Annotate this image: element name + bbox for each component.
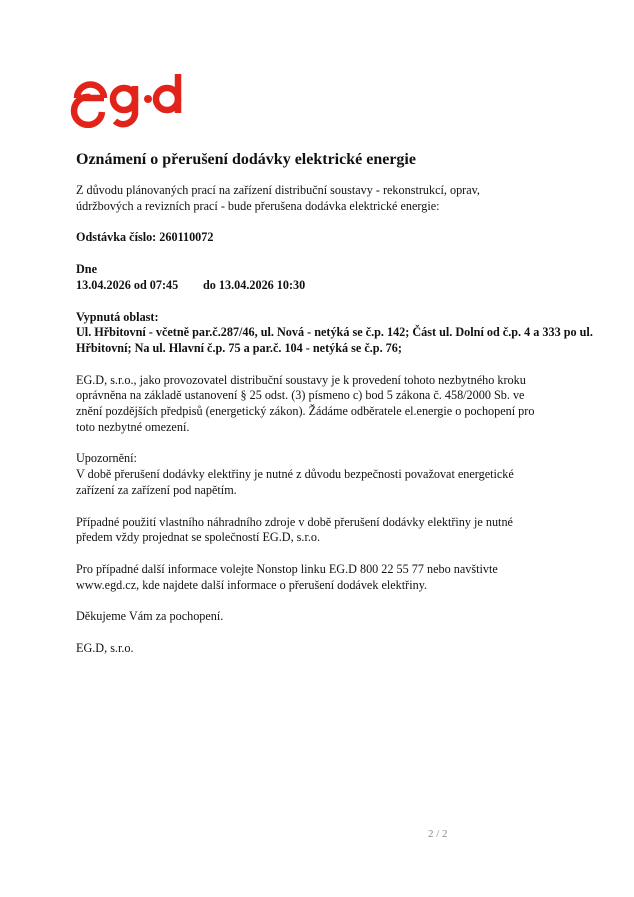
legal-line-3: znění pozdějších předpisů (energetický zákon). Žádáme odběratele el.energie o pochopení pro [76,404,535,419]
date-range [76,278,586,294]
area-line-2: Hřbitovní; Na ul. Hlavní č.p. 75 a par.č. 104 - netýká se č.p. 76; [76,340,402,355]
egd-logo [68,68,188,128]
notice-body [76,150,593,657]
warning-line-2: zařízení za zařízení pod napětím. [76,482,237,497]
info-line-2: www.egd.cz, kde najdete další informace o přerušení dodávek elektřiny. [76,577,428,592]
thanks-text: Děkujeme Vám za pochopení. [76,609,224,624]
signature: EG.D, s.r.o. [76,641,134,656]
legal-line-4: toto nezbytné omezení. [76,419,190,434]
generator-line-2: předem vždy projednat se společností EG.D, s.r.o. [76,530,321,545]
info-line-1: Pro případné další informace volejte Nonstop linku EG.D 800 22 55 77 nebo navštivte [76,561,498,576]
date-label: Dne [76,262,97,277]
legal-line-1: EG.D, s.r.o., jako provozovatel distribuční soustavy je k provedení tohoto nezbytného kroku [76,372,526,387]
area-label: Vypnutá oblast: [76,309,159,324]
intro-line-2: údržbových a revizních prací - bude přerušena dodávka elektrické energie: [76,198,440,213]
egd-logo-graphic [68,68,188,128]
legal-line-2: oprávněna na základě ustanovení § 25 odst. (3) písmeno c) bod 5 zákona č. 458/2000 Sb. ve [76,388,525,403]
generator-line-1: Případné použití vlastního náhradního zdroje v době přerušení dodávky elektřiny je nutné [76,514,513,529]
intro-line-1: Z důvodu plánovaných prací na zařízení distribuční soustavy - rekonstrukcí, oprav, [76,183,480,197]
area-line-1: Ul. Hřbitovní - včetně par.č.287/46, ul. Nová - netýká se č.p. 142; Část ul. Dolní od č.p. 4 a 333 po ul. [76,325,593,340]
warning-line-1: V době přerušení dodávky elektřiny je nutné z důvodu bezpečnosti považovat energetické [76,467,514,482]
date-to: do 13.04.2026 10:30 [203,277,306,292]
date-from: 13.04.2026 od 07:45 [76,277,179,292]
page-title: Oznámení o přerušení dodávky elektrické energie [76,151,416,168]
outage-number: Odstávka číslo: 260110072 [76,230,214,245]
page-number: 2 / 2 [428,828,448,840]
warning-label: Upozornění: [76,451,137,466]
